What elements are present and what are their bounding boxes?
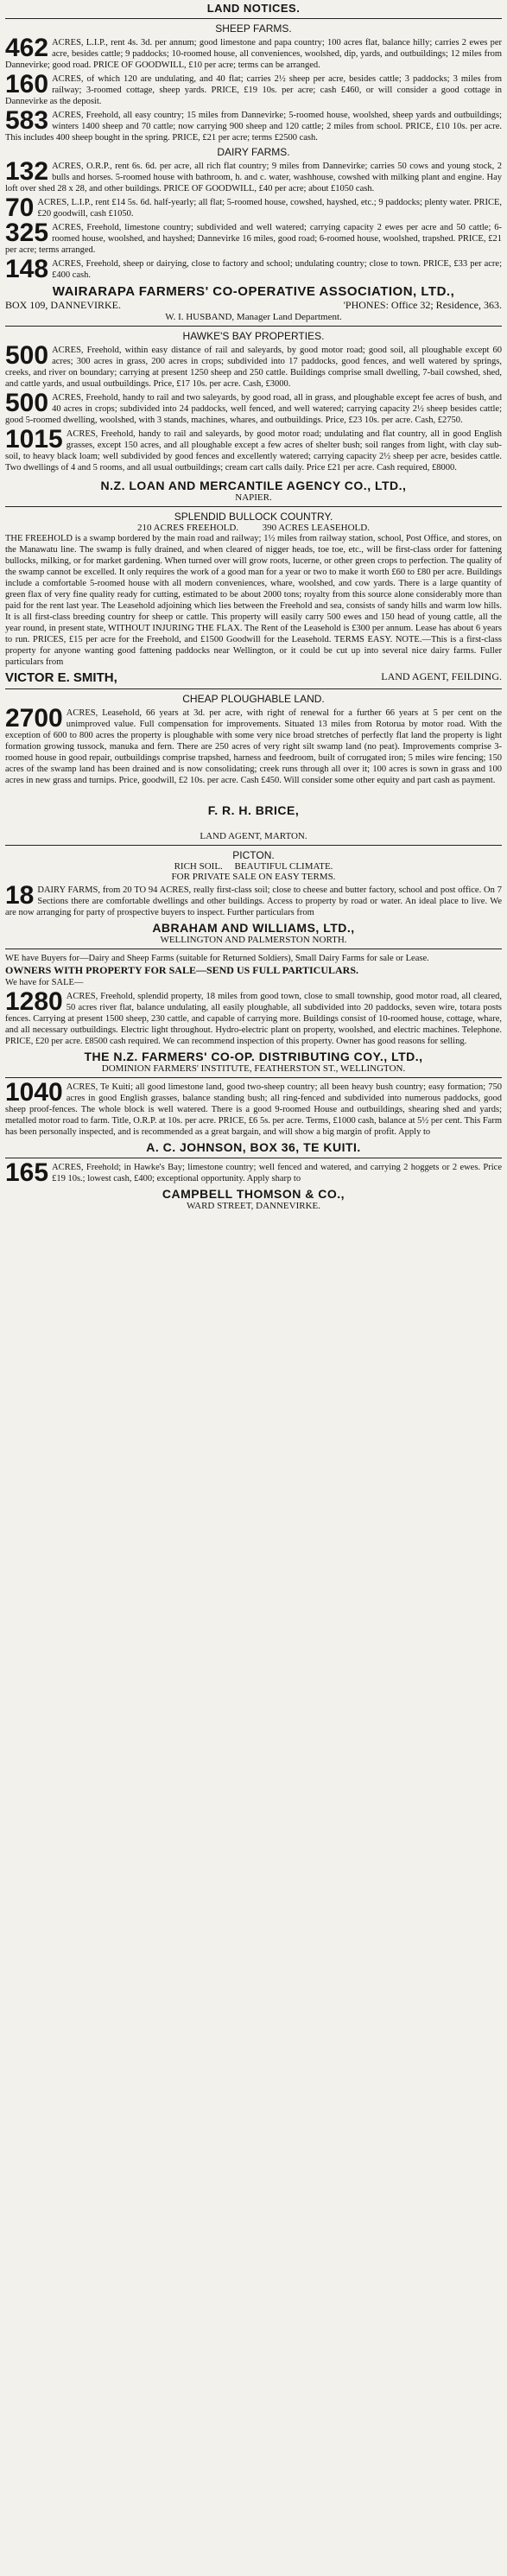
listing: 500 ACRES, Freehold, handy to rail and two saleyards, by good road, all in grass, and ploughable except fee acres of bush, and 40 acres in crops; subdivided into 24 paddocks, well fenced, and well watered; carrying capacity 2½ sheep besides cattle; good 5-roomed dwelling, woolshed, with 3 stands, machines, whares, and outbuildings. Price, £23 10s. per acre. Cash, £2750. — [5, 392, 502, 425]
agent-title: WELLINGTON AND PALMERSTON NORTH. — [160, 935, 347, 945]
listing: 500 ACRES, Freehold, within easy distance of rail and saleyards, by good motor road; good soil, all ploughable except 60 acres; 300 acres in grass, 200 acres in crops; subdivided into 17 paddocks, good fences, and well watered by springs, creeks, and river on boundary; carrying at present 1250 sheep and 250 cattle. Buildings comprise small dwelling, 7-bail cowshed, shed, and cattle yards, and usual outbuildings. Price, £17 10s. per acre. Cash, £3000. — [5, 345, 502, 389]
agent-title: DOMINION FARMERS' INSTITUTE, FEATHERSTON ST., WELLINGTON. — [101, 1063, 406, 1074]
agent-name: ABRAHAM AND WILLIAMS, LTD., — [152, 921, 355, 935]
subheading: FOR PRIVATE SALE ON EASY TERMS. — [171, 872, 336, 882]
manager-line: W. I. HUSBAND, Manager Land Department. — [165, 312, 342, 322]
divider — [5, 845, 502, 846]
divider — [5, 18, 502, 19]
section-heading-sheep: SHEEP FARMS. — [215, 22, 292, 35]
contact-row: BOX 109, DANNEVIRKE. 'PHONES: Office 32; Residence, 363. — [5, 299, 502, 311]
listing: 1040 ACRES, Te Kuiti; all good limestone land, good two-sheep country; all been heavy bush country; easy formation; 750 acres in good English grasses, balance standing bush; all ring-fenced and subdivided into numerous paddocks, good sheep proof-fences. The whole block is well watered. There is a good 9-roomed House and outbuildings, shearing shed and yards; metalled motor road to farm. Title, O.R.P. at 10s. per acre. PRICE, £6 5s. per acre. Terms, £1000 cash, balance at 5½ per cent. This Farm has been personally inspected, and is recommended as a great bargain, and will show a big margin of profit. Apply to — [5, 1082, 502, 1137]
divider — [5, 326, 502, 327]
agent-title: LAND AGENT, MARTON. — [200, 831, 307, 841]
section-heading-plough: CHEAP PLOUGHABLE LAND. — [182, 693, 325, 705]
section-heading-bullock: SPLENDID BULLOCK COUNTRY. — [174, 511, 333, 523]
buyers-line: We have for SALE— — [5, 978, 84, 987]
listing: 165 ACRES, Freehold; in Hawke's Bay; limestone country; well fenced and watered, and carrying 2 hoggets or 2 ewes. Price £19 10s.; lowest cash, £400; exceptional opportunity. Apply sharp to — [5, 1162, 502, 1184]
listing: 132 ACRES, O.R.P., rent 6s. 6d. per acre, all rich flat country; 9 miles from Dannevirke; carries 50 cows and young stock, 2 bulls and horses. 5-roomed house with bathroom, h. and c. water, washhouse, cowshed with milking plant and engine. Hay loft over shed 28 x 28, and other buildings. PRICE OF GOODWILL, £40 per acre; about £1050 cash. — [5, 161, 502, 194]
page-title: LAND NOTICES. — [206, 2, 301, 15]
divider — [5, 1077, 502, 1078]
listing: 462 ACRES, L.I.P., rent 4s. 3d. per annum; good limestone and papa country; 100 acres flat, balance hilly; carries 2 ewes per acre, besides cattle; 9 paddocks; 10-roomed house, all conveniences, woolshed, dip, yards, and outbuildings; 12 miles from Dannevirke; good road. PRICE OF GOODWILL, £10 per acre; terms can be arranged. — [5, 37, 502, 70]
listing: 70 ACRES, L.I.P., rent £14 5s. 6d. half-yearly; all flat; 5-roomed house, cowshed, hayshed, etc.; 9 paddocks; plenty water. PRICE, £20 goodwill, cash £1050. — [5, 197, 502, 219]
divider — [5, 688, 502, 689]
buyers-note: WE have Buyers for—Dairy and Sheep Farms (suitable for Returned Soldiers), Small Dairy Farms for sale or Lease. — [5, 954, 429, 963]
agent-name: CAMPBELL THOMSON & CO., — [162, 1187, 345, 1201]
listing: 148 ACRES, Freehold, sheep or dairying, close to factory and school; undulating country; close to town. PRICE, £33 per acre; £400 cash. — [5, 258, 502, 281]
listing: 2700 ACRES, Leasehold, 66 years at 3d. per acre, with right of renewal for a further 66 years at 5 per cent on the unimproved value. Full compensation for improvements. Situated 13 miles from Rotorua by motor road. With the exception of 600 to 800 acres the property is ploughable with some very nice broad stretches of perfectly flat land the property is light formation growing tussock, manuka and fern. There are 250 acres of very right silt swamp land (no peat). Improvements comprise 3-roomed house in good repair, outbuildings comprise trapshed, harness and feedroom, built of corrugated iron; 5 miles wire fencing; 150 acres of the swamp land has been drained and is now consolidating; creek runs through all over it; 100 acres is sown in grass and 100 acres in new grass and turnips. Price, goodwill, £2 10s. per acre. Cash £450. Will consider some other equity and part cash as payment. — [5, 707, 502, 785]
agent-name: WAIRARAPA FARMERS' CO-OPERATIVE ASSOCIATION, LTD., — [52, 284, 455, 299]
listing: 160 ACRES, of which 120 are undulating, and 40 flat; carries 2½ sheep per acre, besides cattle; 3 paddocks; 3 miles from railway; 3-roomed cottage, sheep yards. PRICE, £19 10s. per acre; cash £460, or will consider a good cottage in Dannevirke as the deposit. — [5, 73, 502, 106]
buyers-callout: OWNERS WITH PROPERTY FOR SALE—SEND US FULL PARTICULARS. — [5, 964, 359, 976]
agent-row: VICTOR E. SMITH, LAND AGENT, FEILDING. — [5, 670, 502, 685]
listing: 583 ACRES, Freehold, all easy country; 15 miles from Dannevirke; 5-roomed house, woolshed, sheep yards and outbuildings; winters 1400 sheep and 70 cattle; now carrying 900 sheep and 120 cattle; 2 miles from school. PRICE, £10 10s. per acre. This includes 400 sheep bought in the spring. PRICE, £21 per acre; terms £2500 cash. — [5, 110, 502, 143]
section-heading-picton: PICTON. — [232, 849, 275, 861]
subheading: 210 ACRES FREEHOLD. 390 ACRES LEASEHOLD. — [137, 523, 370, 533]
agent-name: N.Z. LOAN AND MERCANTILE AGENCY CO., LTD., — [100, 479, 407, 492]
listing: 325 ACRES, Freehold, limestone country; subdivided and well watered; carrying capacity 2 ewes per acre and 50 cattle; 6-roomed house, woolshed, and hayshed; Dannevirke 16 miles, good road; 6-roomed house, woolshed, trapshed. PRICE, £21 per acre; terms arranged. — [5, 222, 502, 255]
agent-title: WARD STREET, DANNEVIRKE. — [186, 1201, 320, 1211]
agent-name: A. C. JOHNSON, BOX 36, TE KUITI. — [146, 1140, 361, 1154]
agent-name: F. R. H. BRICE, — [207, 803, 300, 817]
listing: 1015 ACRES, Freehold, handy to rail and saleyards, by good motor road; undulating and flat country, all in good English grasses, except 150 acres, and all ploughable except a few acres of shelter bush; soil ranges from light, with clay sub-soil, to heavy black loam; well subdivided by good fences and excellently watered; carrying capacity 2½ sheep per acre, besides cattle. Two dwellings of 4 and 5 rooms, and all usual outbuildings; cream cart calls daily. Price £21 per acre. Cash required, £8000. — [5, 428, 502, 473]
agent-town: NAPIER. — [235, 492, 272, 503]
listing: 18 DAIRY FARMS, from 20 TO 94 ACRES, really first-class soil; close to cheese and butter factory, school and post office. On 7 Sections there are comfortable dwellings and other buildings. Access to property by road or water. An ideal place to live. We are now arranging for party of prospective buyers to inspect. Further particulars from — [5, 885, 502, 917]
section-heading-hawkes: HAWKE'S BAY PROPERTIES. — [182, 330, 325, 342]
agent-name: THE N.Z. FARMERS' CO-OP. DISTRIBUTING COY., LTD., — [84, 1050, 423, 1063]
listing-text: THE FREEHOLD is a swamp bordered by the main road and railway; 1½ miles from railway station, school, Post Office, and stores, on the Manawatu line. The swamp is fully drained, and when cleared of nigger heads, toe toe, etc., will be first-class order for fattening bullocks, milking, or for market gardening. When turned over will grow roots, lucerne, or other green crops to perfection. The quality of the swamp cannot be excelled. It only requires the work of a good man for a year or two to make it worth £60 to £80 per acre. Buildings include a comfortable 5-roomed house with all modern conveniences, whare, woolshed, and cow yards. There is a large quantity of green flax of very fine quality ready for cutting, estimated to be about 2000 tons; royalty from this source alone considerably more than paid for the rent last year. The Leasehold adjoining which lies between the Freehold and sea, consists of sandy hills and warm low hills. It is all first-class breeding country for sheep or cattle. This property will easily carry 500 ewes and 150 head of young cattle, all the year round, in present state, WITHOUT INJURING THE FLAX. The Rent of the Leasehold is £300 per annum. Lease has about 6 years to run. PRICES, £15 per acre for the Freehold, and £1500 Goodwill for the Leasehold. TERMS EASY. NOTE.—This is a first-class property for anyone wanting good fattening paddocks near Wellington, or it could be cut up into several nice dairy farms. Fuller particulars from — [5, 534, 502, 667]
listing: 1280 ACRES, Freehold, splendid property, 18 miles from good town, close to small township, good motor road, all cleared, 50 acres river flat, balance undulating, all easily ploughable, all subdivided into 20 paddocks, seven wire, totara posts fences. Carrying at present 1500 sheep, 230 cattle, and capable of carrying more. Buildings consist of 10-roomed house, cottage, whare, and all necessary outbuildings. Electric light throughout. Hydro-electric plant on property, woolshed, and electric machines. Telephone. PRICE, £20 per acre. £8500 cash required. We can recommend inspection of this property. Owner has good reasons for selling. — [5, 991, 502, 1046]
land-notices-page — [5, 0, 502, 2576]
divider — [5, 506, 502, 507]
subheading: RICH SOIL. BEAUTIFUL CLIMATE. — [174, 861, 333, 872]
section-heading-dairy: DAIRY FARMS. — [217, 146, 290, 158]
